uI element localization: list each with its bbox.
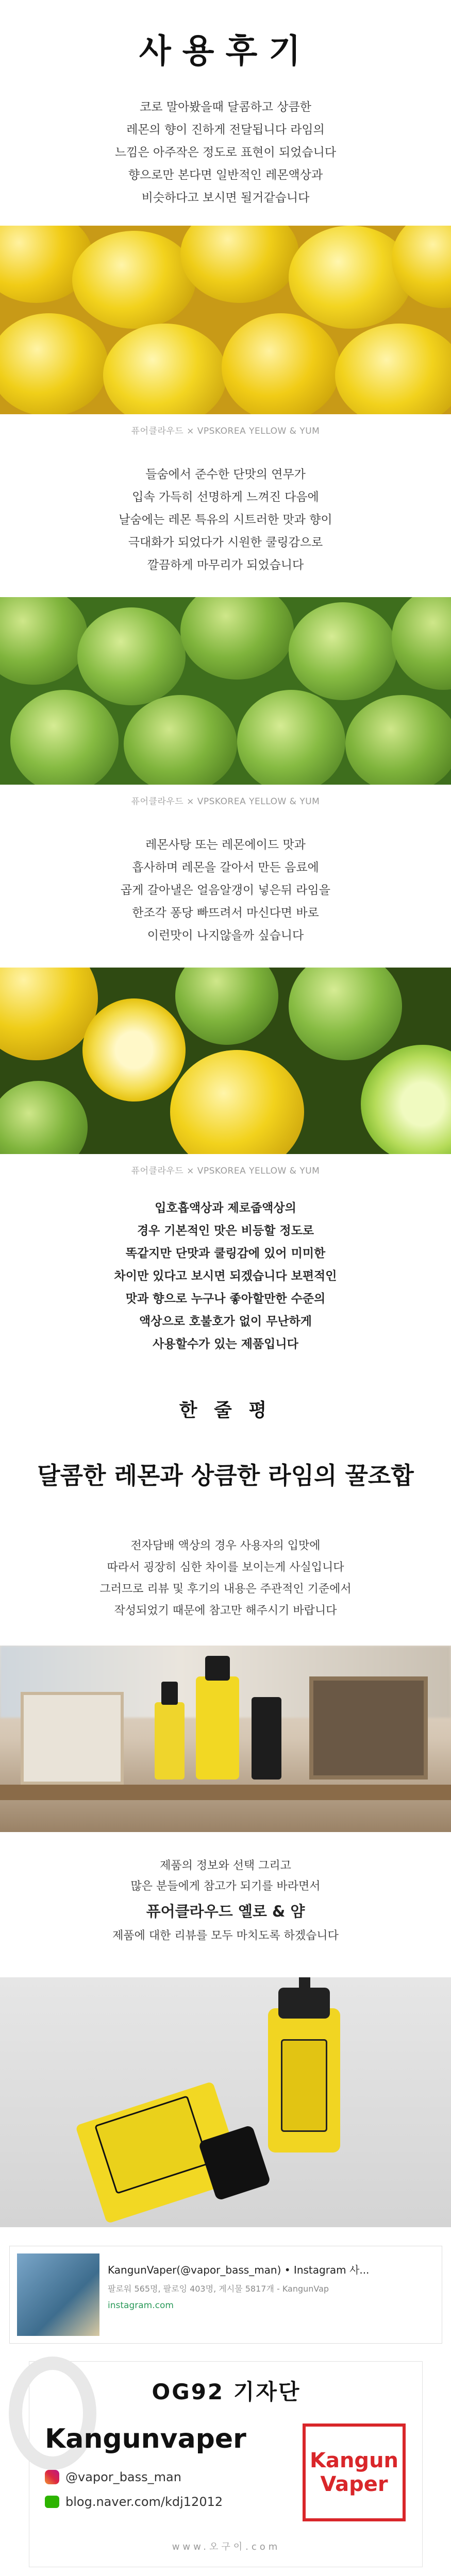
- disclaimer-line: 전자담배 액상의 경우 사용자의 입맛에: [130, 1539, 321, 1552]
- link-title: KangunVaper(@vapor_bass_man) • Instagram 사...: [108, 2264, 370, 2276]
- lime-photo: [0, 597, 451, 785]
- review-slogan: 달콤한 레몬과 상큼한 라임의 꿀조합: [37, 1462, 414, 1489]
- citrus-mix-photo: [0, 968, 451, 1154]
- intro-text: [0, 77, 451, 209]
- reporter-logo: [303, 2424, 406, 2521]
- inhale-line: 극대화가 되었다가 시원한 쿨링감으로: [128, 536, 323, 549]
- profile-thumbnail: [17, 2253, 99, 2336]
- instagram-row: [45, 2470, 181, 2484]
- closing-line: 제품의 정보와 선택 그리고: [160, 1859, 291, 1872]
- inhale-line: 입속 가득히 선명하게 느껴진 다음에: [132, 490, 319, 504]
- disclaimer-line: 작성되었기 때문에 참고만 해주시기 바랍니다: [114, 1604, 337, 1617]
- summary-text: [0, 1176, 451, 1355]
- intro-line: 레몬의 향이 진하게 전달됩니다 라임의: [126, 123, 325, 137]
- photo-caption: 퓨어클라우드 × VPSKOREA YELLOW & YUM: [131, 1166, 320, 1176]
- reporter-banner: [29, 2361, 423, 2567]
- bottle-closeup-photo: [0, 1977, 451, 2227]
- intro-line: 코로 말아봤을때 달콤하고 상큼한: [140, 100, 311, 114]
- reporter-wrap: [0, 2356, 451, 2576]
- summary-line: 입호흡액상과 제로줍액상의: [155, 1201, 296, 1215]
- inhale-line: 들숨에서 준수한 단맛의 연무가: [145, 468, 306, 481]
- closing-text: [0, 1832, 451, 1946]
- lemon-photo: [0, 226, 451, 414]
- lemonade-line: 이런맛이 나지않을까 싶습니다: [147, 929, 304, 942]
- instagram-handle: @vapor_bass_man: [65, 2470, 181, 2484]
- blog-row: [45, 2495, 223, 2509]
- closing-line: 제품에 대한 리뷰를 모두 마치도록 하겠습니다: [112, 1929, 339, 1942]
- reporter-name: Kangunvaper: [45, 2424, 246, 2454]
- instagram-link-card[interactable]: [9, 2246, 442, 2344]
- inhale-text: [0, 436, 451, 577]
- blog-url: blog.naver.com/kdj12012: [65, 2495, 223, 2509]
- intro-line: 느낌은 아주작은 정도로 표현이 되었습니다: [114, 146, 337, 159]
- disclaimer-text: [0, 1491, 451, 1622]
- lemonade-line: 한조각 퐁당 빠뜨려서 마신다면 바로: [132, 906, 319, 920]
- blog-icon: [45, 2496, 59, 2508]
- inhale-line: 깔끔하게 마무리가 되었습니다: [147, 558, 304, 572]
- page-title: 사용후기: [139, 32, 312, 71]
- reporter-footer: www.오구이.com: [172, 2541, 281, 2552]
- link-meta: 팔로워 565명, 팔로잉 403명, 게시물 5817개 - KangunVap: [108, 2284, 329, 2294]
- logo-line: Vaper: [320, 2472, 388, 2496]
- closing-line: 많은 분들에게 참고가 되기를 바라면서: [130, 1880, 321, 1893]
- summary-line: 차이만 있다고 보시면 되겠습니다 보편적인: [114, 1269, 337, 1283]
- instagram-link-wrap: [0, 2227, 451, 2356]
- reporter-badge: OG92 기자단: [152, 2379, 301, 2404]
- summary-line: 사용할수가 있는 제품입니다: [153, 1337, 298, 1351]
- disclaimer-line: 그러므로 리뷰 및 후기의 내용은 주관적인 기준에서: [99, 1583, 352, 1596]
- summary-line: 똑같지만 단맛과 쿨링감에 있어 미미한: [125, 1247, 326, 1260]
- summary-line: 액상으로 호불호가 없이 무난하게: [139, 1315, 312, 1328]
- lemonade-line: 레몬사탕 또는 레몬에이드 맛과: [145, 838, 306, 852]
- logo-line: Kangun: [309, 2449, 399, 2472]
- link-domain: instagram.com: [108, 2300, 174, 2311]
- review-heading: 한 줄 평: [179, 1400, 272, 1421]
- instagram-icon: [45, 2470, 59, 2484]
- closing-product: 퓨어클라우드 옐로 & 얌: [146, 1903, 305, 1920]
- photo-caption: 퓨어클라우드 × VPSKOREA YELLOW & YUM: [131, 426, 320, 436]
- lemonade-line: 흡사하며 레몬을 갈아서 만든 음료에: [132, 861, 319, 874]
- intro-line: 향으로만 본다면 일반적인 레몬액상과: [128, 168, 323, 182]
- photo-caption: 퓨어클라우드 × VPSKOREA YELLOW & YUM: [131, 796, 320, 807]
- disclaimer-line: 따라서 굉장히 심한 차이를 보이는게 사실입니다: [107, 1561, 344, 1574]
- inhale-line: 날숨에는 레몬 특유의 시트러한 맛과 향이: [119, 513, 332, 527]
- intro-line: 비슷하다고 보시면 될거같습니다: [141, 191, 310, 205]
- lemonade-text: [0, 807, 451, 947]
- product-shelf-photo: [0, 1646, 451, 1832]
- lemonade-line: 곱게 갈아낼은 얼음알갱이 넣은뒤 라임을: [121, 884, 330, 897]
- summary-line: 맛과 향으로 누구나 좋아할만한 수준의: [125, 1292, 326, 1306]
- summary-line: 경우 기본적인 맛은 비등할 정도로: [137, 1224, 314, 1238]
